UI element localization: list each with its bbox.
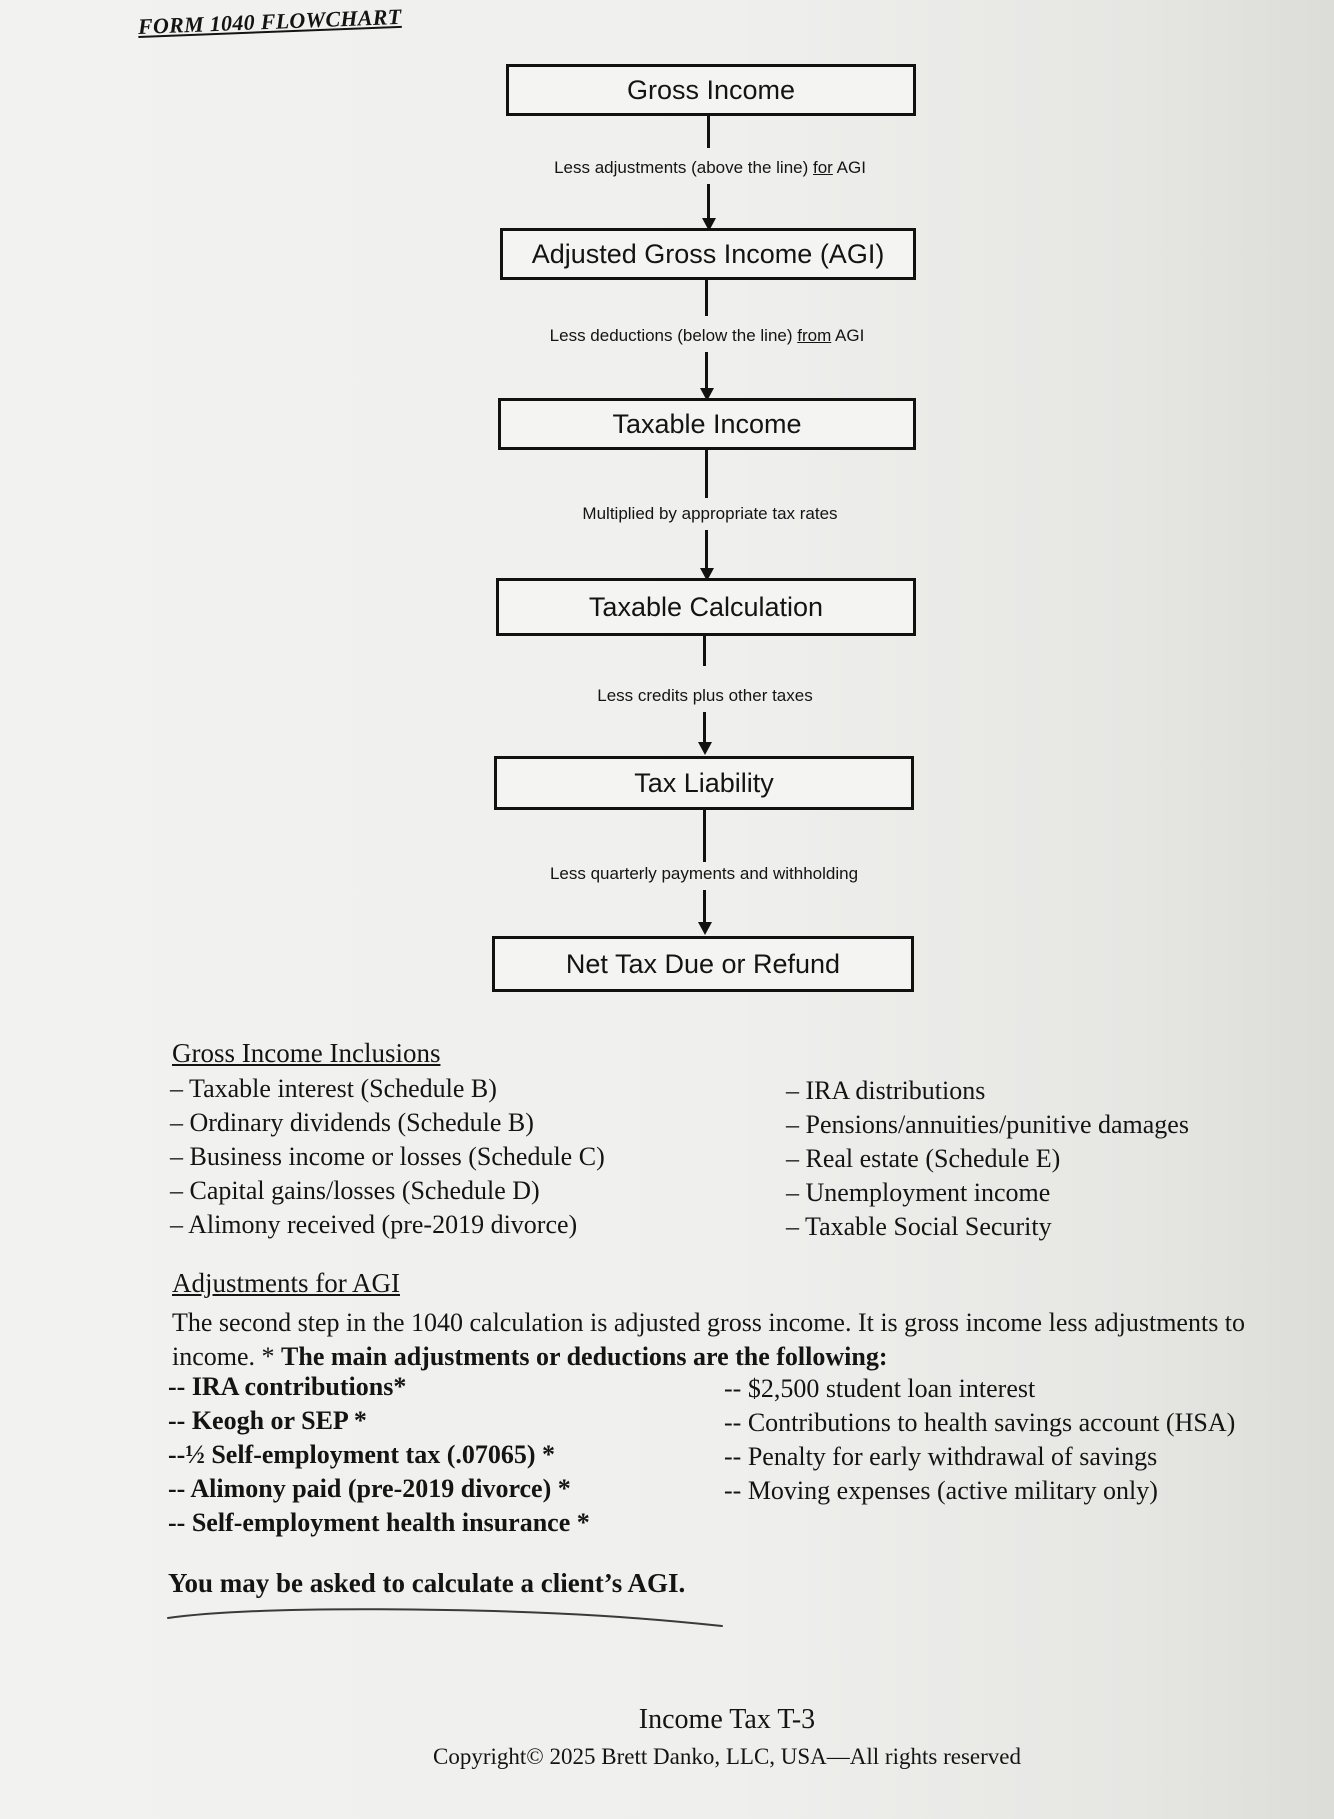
list-item: -- IRA contributions* [168, 1372, 407, 1401]
list-item: – IRA distributions [786, 1076, 986, 1105]
adjustments-paragraph: The second step in the 1040 calculation is adjusted gross income. It is gross income less adjustments to income. * The main adjustments or deductions are the following: [172, 1308, 1246, 1371]
hand-drawn-underline [166, 1600, 726, 1640]
flow-box-agi: Adjusted Gross Income (AGI) [500, 228, 916, 280]
list-item: -- Alimony paid (pre-2019 divorce) * [168, 1474, 571, 1503]
flow-box-gross-income: Gross Income [506, 64, 916, 116]
list-item: – Taxable interest (Schedule B) [170, 1074, 497, 1103]
arrowhead-4 [698, 742, 712, 755]
connector-1b [707, 184, 710, 222]
list-item: – Pensions/annuities/punitive damages [786, 1110, 1189, 1139]
flow-box-taxable-calculation: Taxable Calculation [496, 578, 916, 636]
footer-title: Income Tax T-3 [638, 1704, 816, 1735]
form-title: FORM 1040 FLOWCHART [137, 3, 402, 39]
gross-income-left-list [170, 1072, 605, 1242]
flow-box-taxable-income: Taxable Income [498, 398, 916, 450]
flow-box-tax-liability: Tax Liability [494, 756, 914, 810]
gross-income-heading: Gross Income Inclusions [172, 1038, 441, 1068]
connector-2 [705, 280, 708, 316]
adjustments-heading: Adjustments for AGI [172, 1268, 400, 1298]
flow-note-deductions: Less deductions (below the line) from AGI [549, 326, 865, 345]
flow-note-credits: Less credits plus other taxes [597, 686, 813, 705]
connector-1 [707, 116, 710, 148]
list-item: – Alimony received (pre-2019 divorce) [170, 1210, 578, 1239]
adjustments-right-list [724, 1372, 1235, 1508]
connector-5 [703, 810, 706, 862]
footer-copyright: Copyright© 2025 Brett Danko, LLC, USA—All rights reserved [433, 1744, 1021, 1769]
flow-note-adjustments: Less adjustments (above the line) for AGI [554, 158, 866, 177]
gross-income-right-list [786, 1074, 1189, 1244]
flow-note-tax-rates: Multiplied by appropriate tax rates [582, 504, 838, 523]
list-item: – Capital gains/losses (Schedule D) [170, 1176, 540, 1205]
list-item: -- Contributions to health savings account (HSA) [724, 1408, 1236, 1437]
list-item: -- Moving expenses (active military only) [724, 1476, 1158, 1505]
list-item: – Ordinary dividends (Schedule B) [170, 1108, 534, 1137]
connector-4 [703, 636, 706, 666]
list-item: – Real estate (Schedule E) [786, 1144, 1061, 1173]
list-item: --½ Self-employment tax (.07065) * [168, 1440, 556, 1469]
list-item: – Unemployment income [786, 1178, 1051, 1207]
flow-box-net-tax-due: Net Tax Due or Refund [492, 936, 914, 992]
agi-callout: You may be asked to calculate a client’s AGI. [168, 1568, 686, 1598]
list-item: – Business income or losses (Schedule C) [170, 1142, 605, 1171]
connector-3b [705, 530, 708, 572]
connector-2b [705, 352, 708, 392]
list-item: -- Self-employment health insurance * [168, 1508, 590, 1537]
list-item: – Taxable Social Security [786, 1212, 1052, 1241]
list-item: -- $2,500 student loan interest [724, 1374, 1036, 1403]
connector-5b [703, 890, 706, 924]
flow-note-payments: Less quarterly payments and withholding [549, 864, 859, 883]
arrowhead-5 [698, 922, 712, 935]
list-item: -- Penalty for early withdrawal of savings [724, 1442, 1158, 1471]
adjustments-left-list [168, 1370, 590, 1540]
list-item: -- Keogh or SEP * [168, 1406, 367, 1435]
connector-4b [703, 712, 706, 742]
connector-3 [705, 450, 708, 498]
